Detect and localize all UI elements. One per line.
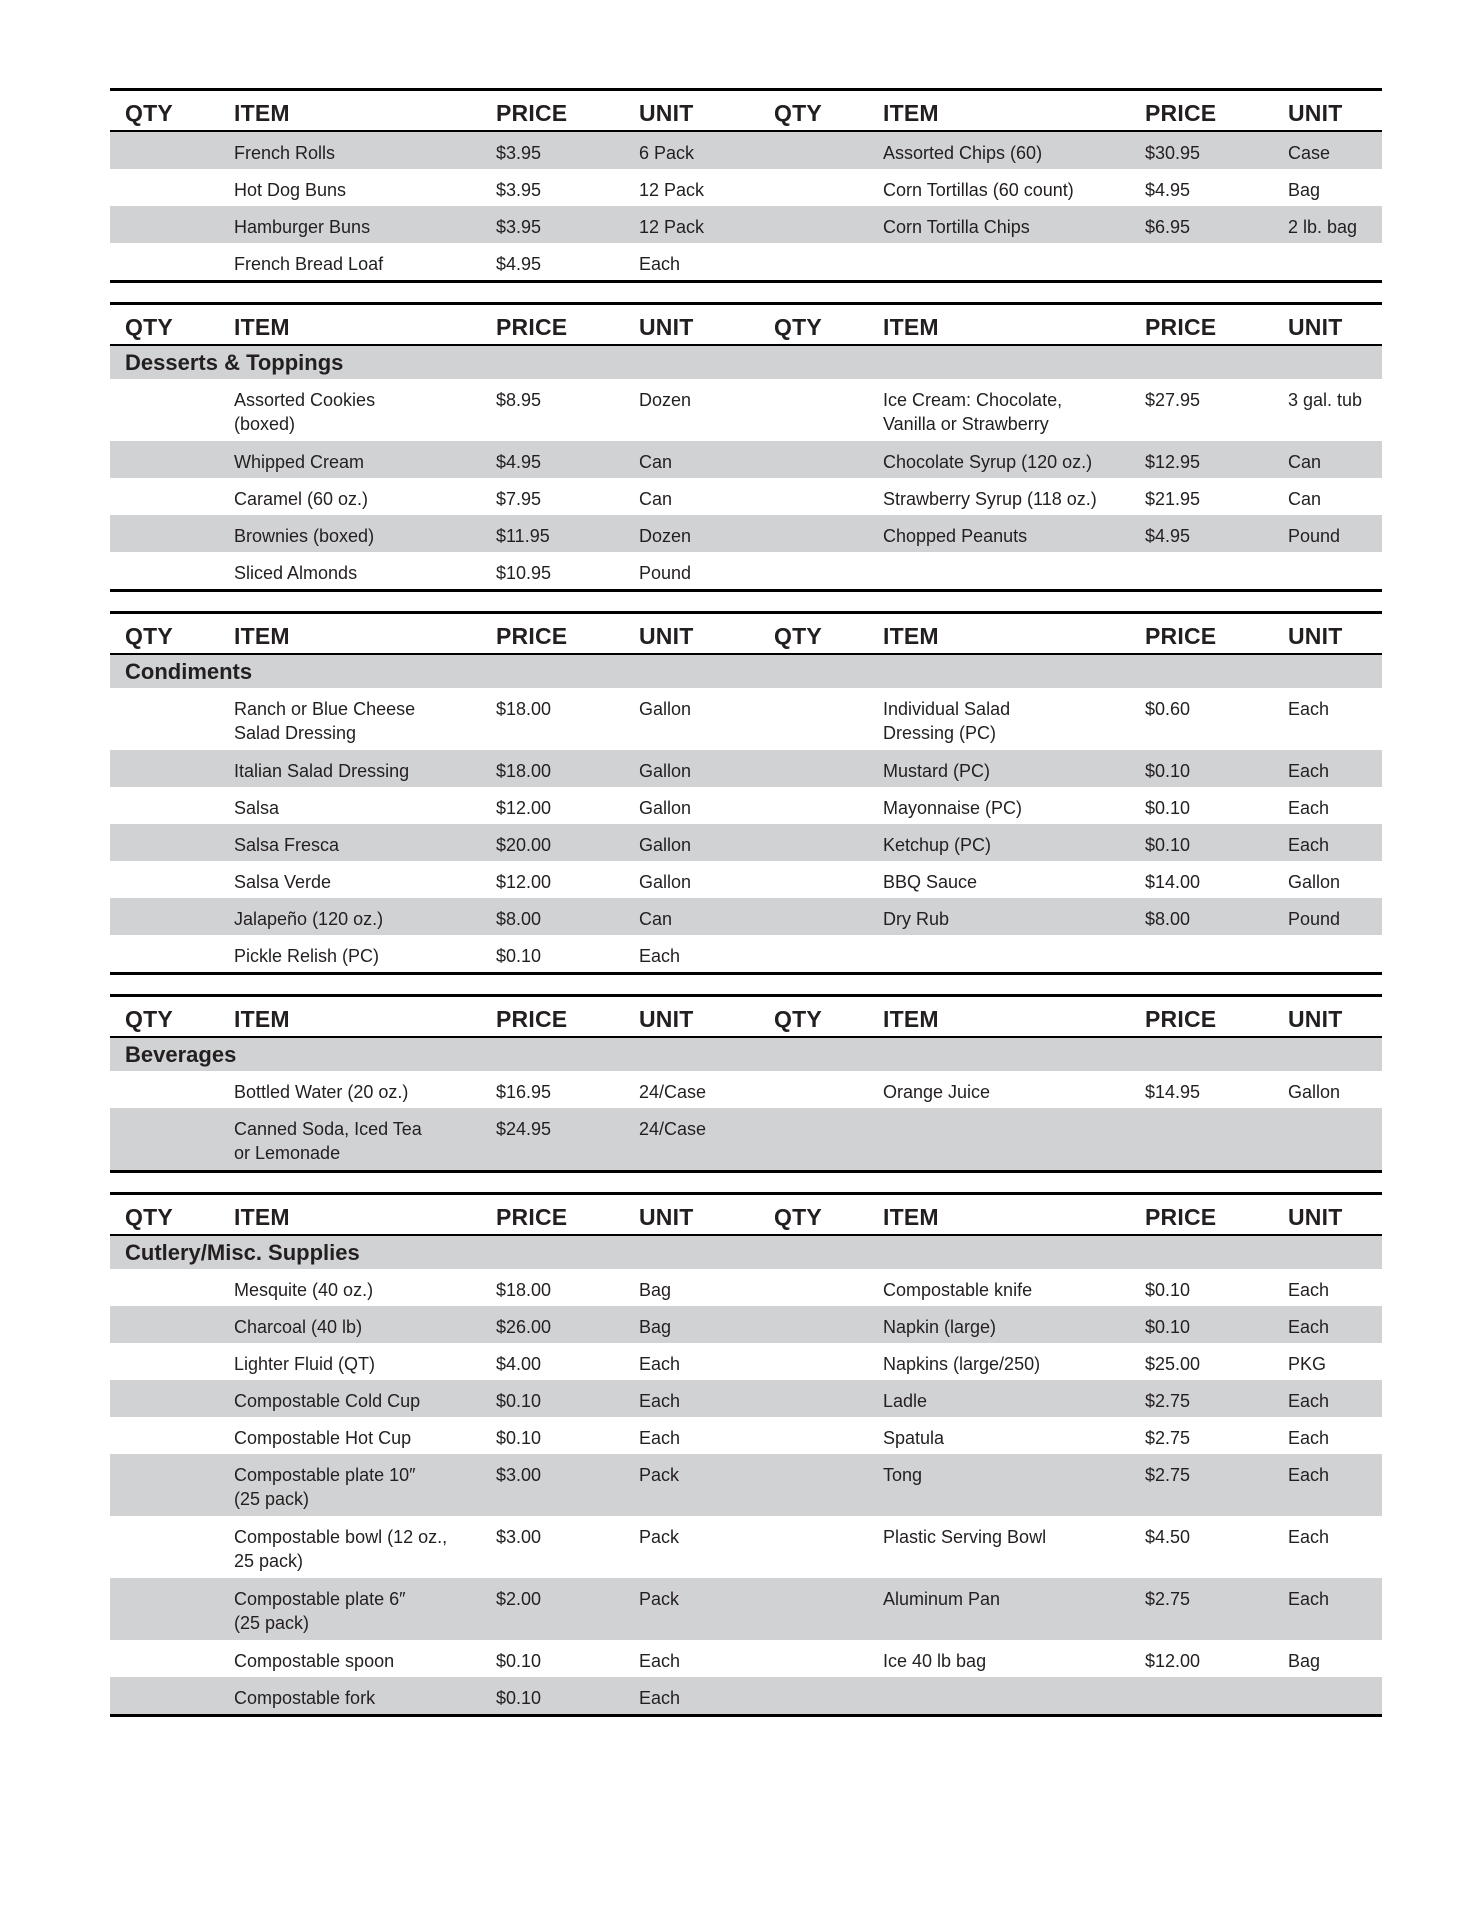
table-row	[110, 206, 1382, 243]
price-cell: $12.00	[1145, 1651, 1201, 1671]
item-cell: Salsa Verde	[234, 872, 332, 892]
item-cell: French Rolls	[234, 143, 336, 163]
price-list-document	[110, 88, 1382, 1736]
item-cell: Aluminum Pan	[883, 1589, 1001, 1609]
item-cell: Canned Soda, Iced Tea or Lemonade	[234, 1119, 422, 1163]
header-price: PRICE	[1145, 100, 1217, 126]
price-cell: $18.00	[496, 761, 552, 781]
price-cell: $0.10	[1145, 1317, 1191, 1337]
item-cell: Compostable knife	[883, 1280, 1033, 1300]
item-cell: Orange Juice	[883, 1082, 991, 1102]
item-cell: Salsa	[234, 798, 280, 818]
table-section	[110, 1192, 1382, 1717]
unit-cell: Gallon	[639, 835, 692, 855]
price-cell: $0.10	[1145, 761, 1191, 781]
unit-cell: Pound	[639, 563, 692, 583]
unit-cell: PKG	[1288, 1354, 1327, 1374]
price-cell: $24.95	[496, 1119, 552, 1139]
item-cell: Italian Salad Dressing	[234, 761, 410, 781]
unit-cell: Dozen	[639, 390, 692, 410]
item-cell: Mustard (PC)	[883, 761, 991, 781]
item-cell: Caramel (60 oz.)	[234, 489, 369, 509]
item-cell: Compostable plate 10″ (25 pack)	[234, 1465, 416, 1509]
item-cell: Dry Rub	[883, 909, 950, 929]
unit-cell: 24/Case	[639, 1119, 707, 1139]
table-header	[110, 614, 1382, 655]
unit-cell: Each	[1288, 1391, 1330, 1411]
table-row	[110, 1454, 1382, 1516]
unit-cell: 12 Pack	[639, 180, 705, 200]
header-qty: QTY	[125, 1204, 173, 1230]
unit-cell: Each	[1288, 798, 1330, 818]
unit-cell: Can	[639, 909, 673, 929]
unit-cell: Each	[1288, 699, 1330, 719]
header-unit: UNIT	[639, 1204, 694, 1230]
item-cell: Assorted Cookies (boxed)	[234, 390, 376, 434]
price-cell: $6.95	[1145, 217, 1191, 237]
unit-cell: Each	[639, 254, 681, 274]
price-cell: $0.60	[1145, 699, 1191, 719]
header-item: ITEM	[883, 1006, 939, 1032]
price-cell: $18.00	[496, 1280, 552, 1300]
unit-cell: Pack	[639, 1465, 680, 1485]
table-row	[110, 1269, 1382, 1306]
price-cell: $20.00	[496, 835, 552, 855]
header-unit: UNIT	[639, 1006, 694, 1032]
table-row	[110, 1578, 1382, 1640]
item-cell: Hot Dog Buns	[234, 180, 347, 200]
unit-cell: Each	[1288, 1465, 1330, 1485]
price-cell: $2.75	[1145, 1589, 1191, 1609]
item-cell: Corn Tortilla Chips	[883, 217, 1030, 237]
unit-cell: Bag	[1288, 1651, 1321, 1671]
price-cell: $4.95	[1145, 526, 1191, 546]
item-cell: Sliced Almonds	[234, 563, 358, 583]
price-cell: $0.10	[496, 1391, 542, 1411]
price-cell: $3.00	[496, 1527, 542, 1547]
table-row	[110, 1516, 1382, 1578]
item-cell: Hamburger Buns	[234, 217, 371, 237]
table-header	[110, 997, 1382, 1038]
price-cell: $2.75	[1145, 1391, 1191, 1411]
price-cell: $0.10	[1145, 835, 1191, 855]
item-cell: Charcoal (40 lb)	[234, 1317, 363, 1337]
header-unit: UNIT	[1288, 623, 1343, 649]
item-cell: Compostable Hot Cup	[234, 1428, 412, 1448]
table-section	[110, 88, 1382, 283]
unit-cell: Gallon	[639, 761, 692, 781]
price-cell: $8.95	[496, 390, 542, 410]
price-cell: $16.95	[496, 1082, 552, 1102]
item-cell: Ice Cream: Chocolate, Vanilla or Strawberry	[883, 390, 1063, 434]
table-row	[110, 1380, 1382, 1417]
unit-cell: Bag	[639, 1317, 672, 1337]
unit-cell: Pound	[1288, 909, 1341, 929]
header-price: PRICE	[496, 1006, 568, 1032]
item-cell: Napkin (large)	[883, 1317, 997, 1337]
table-row	[110, 243, 1382, 280]
unit-cell: Each	[639, 946, 681, 966]
item-cell: Pickle Relish (PC)	[234, 946, 380, 966]
table-header	[110, 1195, 1382, 1236]
unit-cell: 12 Pack	[639, 217, 705, 237]
price-cell: $4.95	[1145, 180, 1191, 200]
unit-cell: Case	[1288, 143, 1331, 163]
table-row	[110, 1417, 1382, 1454]
price-cell: $14.00	[1145, 872, 1201, 892]
header-item: ITEM	[234, 623, 290, 649]
unit-cell: Gallon	[639, 699, 692, 719]
price-cell: $3.95	[496, 143, 542, 163]
header-qty: QTY	[774, 1204, 822, 1230]
category-title: Cutlery/Misc. Supplies	[125, 1240, 360, 1265]
category-heading	[110, 655, 1382, 688]
item-cell: Compostable plate 6″ (25 pack)	[234, 1589, 406, 1633]
header-price: PRICE	[1145, 1204, 1217, 1230]
header-price: PRICE	[496, 314, 568, 340]
unit-cell: Each	[1288, 1428, 1330, 1448]
price-cell: $3.95	[496, 217, 542, 237]
table-row	[110, 1640, 1382, 1677]
item-cell: Compostable fork	[234, 1688, 376, 1708]
category-title: Condiments	[125, 659, 253, 684]
price-cell: $25.00	[1145, 1354, 1201, 1374]
price-cell: $0.10	[496, 946, 542, 966]
item-cell: Ranch or Blue Cheese Salad Dressing	[234, 699, 416, 743]
unit-cell: Dozen	[639, 526, 692, 546]
price-cell: $4.95	[496, 254, 542, 274]
header-price: PRICE	[496, 623, 568, 649]
unit-cell: Each	[639, 1391, 681, 1411]
unit-cell: Each	[639, 1651, 681, 1671]
unit-cell: 2 lb. bag	[1288, 217, 1358, 237]
item-cell: Compostable Cold Cup	[234, 1391, 421, 1411]
item-cell: Chocolate Syrup (120 oz.)	[883, 452, 1093, 472]
header-unit: UNIT	[1288, 100, 1343, 126]
item-cell: Strawberry Syrup (118 oz.)	[883, 489, 1097, 509]
header-unit: UNIT	[1288, 1204, 1343, 1230]
unit-cell: Gallon	[1288, 872, 1341, 892]
table-row	[110, 169, 1382, 206]
unit-cell: Can	[639, 452, 673, 472]
item-cell: French Bread Loaf	[234, 254, 384, 274]
item-cell: Whipped Cream	[234, 452, 365, 472]
item-cell: Chopped Peanuts	[883, 526, 1028, 546]
header-qty: QTY	[774, 623, 822, 649]
unit-cell: Gallon	[639, 872, 692, 892]
header-qty: QTY	[125, 1006, 173, 1032]
table-row	[110, 1071, 1382, 1108]
price-cell: $0.10	[1145, 1280, 1191, 1300]
table-row	[110, 898, 1382, 935]
table-row	[110, 132, 1382, 169]
unit-cell: 24/Case	[639, 1082, 707, 1102]
unit-cell: Pound	[1288, 526, 1341, 546]
header-qty: QTY	[125, 100, 173, 126]
unit-cell: 3 gal. tub	[1288, 390, 1363, 410]
item-cell: BBQ Sauce	[883, 872, 978, 892]
table-row	[110, 1108, 1382, 1170]
item-cell: Tong	[883, 1465, 923, 1485]
unit-cell: Each	[639, 1688, 681, 1708]
price-cell: $4.95	[496, 452, 542, 472]
price-cell: $4.50	[1145, 1527, 1191, 1547]
header-qty: QTY	[774, 100, 822, 126]
table-row	[110, 1343, 1382, 1380]
table-row	[110, 515, 1382, 552]
header-item: ITEM	[883, 623, 939, 649]
table-row	[110, 1306, 1382, 1343]
header-qty: QTY	[774, 314, 822, 340]
unit-cell: Pack	[639, 1527, 680, 1547]
table-row	[110, 935, 1382, 972]
category-title: Desserts & Toppings	[125, 350, 344, 375]
header-item: ITEM	[234, 1204, 290, 1230]
header-qty: QTY	[125, 314, 173, 340]
header-price: PRICE	[496, 1204, 568, 1230]
table-row	[110, 1677, 1382, 1714]
item-cell: Ice 40 lb bag	[883, 1651, 987, 1671]
unit-cell: Each	[639, 1428, 681, 1448]
unit-cell: Each	[639, 1354, 681, 1374]
item-cell: Brownies (boxed)	[234, 526, 375, 546]
price-cell: $10.95	[496, 563, 552, 583]
header-item: ITEM	[234, 314, 290, 340]
unit-cell: Pack	[639, 1589, 680, 1609]
header-qty: QTY	[125, 623, 173, 649]
unit-cell: Each	[1288, 761, 1330, 781]
price-cell: $12.95	[1145, 452, 1201, 472]
header-qty: QTY	[774, 1006, 822, 1032]
unit-cell: Each	[1288, 835, 1330, 855]
unit-cell: Each	[1288, 1527, 1330, 1547]
table-row	[110, 552, 1382, 589]
unit-cell: Can	[1288, 489, 1322, 509]
table-section	[110, 302, 1382, 592]
table-row	[110, 441, 1382, 478]
price-cell: $12.00	[496, 872, 552, 892]
category-title: Beverages	[125, 1042, 237, 1067]
header-unit: UNIT	[639, 314, 694, 340]
item-cell: Assorted Chips (60)	[883, 143, 1043, 163]
header-item: ITEM	[883, 1204, 939, 1230]
unit-cell: Gallon	[639, 798, 692, 818]
item-cell: Jalapeño (120 oz.)	[234, 909, 384, 929]
header-price: PRICE	[1145, 623, 1217, 649]
item-cell: Ladle	[883, 1391, 928, 1411]
price-cell: $27.95	[1145, 390, 1201, 410]
price-cell: $8.00	[496, 909, 542, 929]
price-cell: $21.95	[1145, 489, 1201, 509]
table-row	[110, 824, 1382, 861]
item-cell: Ketchup (PC)	[883, 835, 992, 855]
unit-cell: Gallon	[1288, 1082, 1341, 1102]
item-cell: Corn Tortillas (60 count)	[883, 180, 1074, 200]
table-section	[110, 994, 1382, 1173]
unit-cell: Each	[1288, 1317, 1330, 1337]
unit-cell: Bag	[1288, 180, 1321, 200]
price-cell: $2.75	[1145, 1428, 1191, 1448]
table-row	[110, 787, 1382, 824]
price-cell: $0.10	[496, 1428, 542, 1448]
header-item: ITEM	[883, 314, 939, 340]
price-cell: $0.10	[496, 1688, 542, 1708]
item-cell: Mesquite (40 oz.)	[234, 1280, 374, 1300]
item-cell: Mayonnaise (PC)	[883, 798, 1023, 818]
header-item: ITEM	[883, 100, 939, 126]
table-row	[110, 478, 1382, 515]
header-price: PRICE	[1145, 314, 1217, 340]
item-cell: Plastic Serving Bowl	[883, 1527, 1047, 1547]
item-cell: Compostable bowl (12 oz., 25 pack)	[234, 1527, 448, 1571]
price-cell: $8.00	[1145, 909, 1191, 929]
category-heading	[110, 1038, 1382, 1071]
unit-cell: Each	[1288, 1589, 1330, 1609]
header-item: ITEM	[234, 100, 290, 126]
unit-cell: Each	[1288, 1280, 1330, 1300]
header-unit: UNIT	[1288, 314, 1343, 340]
header-price: PRICE	[1145, 1006, 1217, 1032]
price-cell: $12.00	[496, 798, 552, 818]
category-heading	[110, 1236, 1382, 1269]
header-unit: UNIT	[1288, 1006, 1343, 1032]
price-cell: $4.00	[496, 1354, 542, 1374]
unit-cell: Bag	[639, 1280, 672, 1300]
unit-cell: Can	[639, 489, 673, 509]
table-row	[110, 379, 1382, 441]
price-cell: $18.00	[496, 699, 552, 719]
price-cell: $0.10	[1145, 798, 1191, 818]
table-header	[110, 305, 1382, 346]
header-unit: UNIT	[639, 623, 694, 649]
unit-cell: Can	[1288, 452, 1322, 472]
price-cell: $2.00	[496, 1589, 542, 1609]
unit-cell: 6 Pack	[639, 143, 695, 163]
header-price: PRICE	[496, 100, 568, 126]
table-row	[110, 861, 1382, 898]
price-cell: $0.10	[496, 1651, 542, 1671]
item-cell: Salsa Fresca	[234, 835, 340, 855]
price-cell: $3.95	[496, 180, 542, 200]
price-cell: $30.95	[1145, 143, 1201, 163]
item-cell: Compostable spoon	[234, 1651, 395, 1671]
category-heading	[110, 346, 1382, 379]
item-cell: Bottled Water (20 oz.)	[234, 1082, 409, 1102]
item-cell: Individual Salad Dressing (PC)	[883, 699, 1011, 743]
header-item: ITEM	[234, 1006, 290, 1032]
item-cell: Spatula	[883, 1428, 945, 1448]
price-cell: $14.95	[1145, 1082, 1201, 1102]
price-cell: $7.95	[496, 489, 542, 509]
header-unit: UNIT	[639, 100, 694, 126]
price-cell: $26.00	[496, 1317, 552, 1337]
table-row	[110, 688, 1382, 750]
table-header	[110, 91, 1382, 132]
item-cell: Lighter Fluid (QT)	[234, 1354, 376, 1374]
table-section	[110, 611, 1382, 975]
price-cell: $2.75	[1145, 1465, 1191, 1485]
price-cell: $3.00	[496, 1465, 542, 1485]
price-cell: $11.95	[496, 526, 550, 546]
table-row	[110, 750, 1382, 787]
item-cell: Napkins (large/250)	[883, 1354, 1041, 1374]
